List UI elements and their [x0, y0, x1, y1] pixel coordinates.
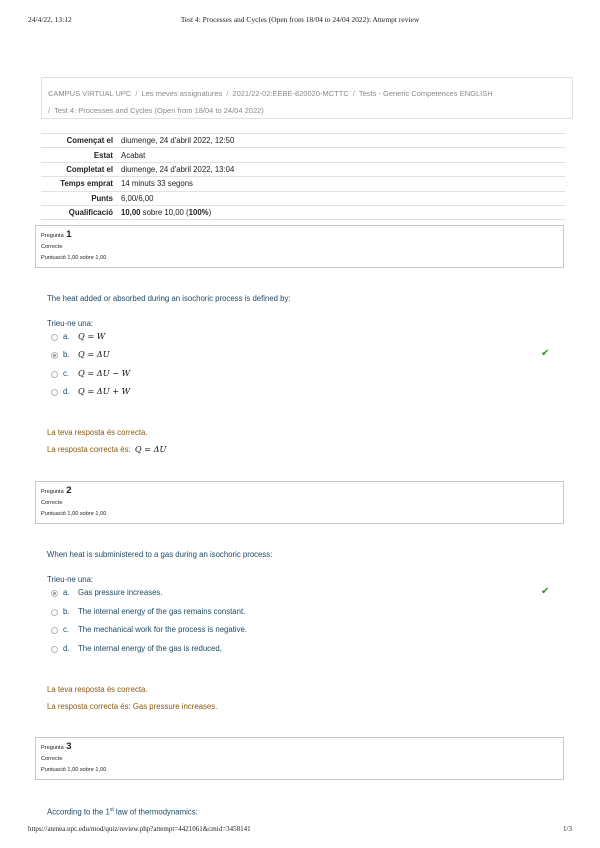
radio-button[interactable] — [51, 389, 58, 396]
question-1-info — [35, 225, 564, 268]
answer-option[interactable] — [51, 624, 551, 638]
question-grade: Puntuació 1,00 sobre 1,00 — [41, 255, 107, 261]
summary-row — [41, 134, 565, 148]
question-2-text: When heat is subministered to a gas during an isochoric process: — [47, 550, 273, 559]
question-grade: Puntuació 1,00 sobre 1,00 — [41, 511, 107, 517]
breadcrumb-separator: / — [226, 89, 229, 98]
answer-text: The internal energy of the gas is reduced, — [78, 644, 222, 653]
question-number — [41, 230, 558, 241]
answer-text: Q = W — [78, 331, 106, 341]
answer-text: Gas pressure increases. — [78, 588, 163, 597]
summary-value: diumenge, 24 d'abril 2022, 13:04 — [117, 162, 565, 176]
radio-button[interactable] — [51, 646, 58, 653]
answer-option[interactable] — [51, 349, 551, 363]
grade-out-of: sobre 10,00 ( — [140, 208, 189, 218]
grade-percent: 100% — [188, 208, 209, 218]
answer-option[interactable] — [51, 606, 551, 620]
answer-text: Q = ΔU − W — [78, 368, 131, 378]
question-3-text-after: law of thermodynamics: — [113, 807, 198, 817]
answer-letter: d. — [63, 644, 70, 653]
question-2-right-answer — [47, 702, 217, 711]
question-state: Correcte — [41, 756, 63, 762]
answer-letter: b. — [63, 607, 70, 616]
answer-letter: d. — [63, 387, 70, 396]
answer-option[interactable] — [51, 368, 551, 382]
summary-label: Completat el — [41, 162, 117, 176]
grade-score: 10,00 — [121, 208, 141, 218]
radio-button[interactable] — [51, 371, 58, 378]
print-header — [28, 15, 572, 27]
summary-label: Començat el — [41, 134, 117, 148]
question-1-prompt: Trieu-ne una: — [47, 319, 94, 328]
question-grade: Puntuació 1,00 sobre 1,00 — [41, 767, 107, 773]
question-number-value: 1 — [66, 229, 72, 240]
question-number — [41, 486, 558, 497]
print-url: https://atenea.upc.edu/mod/quiz/review.php?attempt=4421061&cmid=3458141 — [28, 825, 251, 833]
right-answer-value: Gas pressure increases. — [132, 702, 218, 711]
question-number-label: Pregunta — [41, 233, 64, 239]
answer-letter: a. — [63, 332, 70, 341]
question-3-text — [47, 807, 198, 817]
check-icon: ✔ — [541, 586, 550, 597]
answer-text: Q = ΔU — [78, 349, 110, 359]
radio-button[interactable] — [51, 627, 58, 634]
question-3-info — [35, 737, 564, 780]
print-date: 24/4/22, 13:12 — [28, 15, 72, 24]
summary-label: Punts — [41, 191, 117, 205]
question-number-label: Pregunta — [41, 489, 64, 495]
answer-letter: b. — [63, 350, 70, 359]
breadcrumb-separator: / — [48, 106, 51, 115]
answer-option[interactable] — [51, 331, 551, 345]
grade-value — [117, 205, 565, 219]
radio-button-selected[interactable] — [51, 352, 58, 359]
summary-value: Acabat — [117, 148, 565, 162]
question-1-right-answer — [47, 444, 166, 454]
answer-option[interactable] — [51, 386, 551, 400]
question-2-info — [35, 481, 564, 524]
print-title: Test 4: Processes and Cycles (Open from 18/04 to 24/04 2022): Attempt review — [180, 15, 420, 24]
right-answer-label: La resposta correcta és: — [47, 702, 131, 711]
question-state: Correcte — [41, 500, 63, 506]
answer-option[interactable] — [51, 587, 551, 601]
summary-row — [41, 177, 565, 191]
question-3-text-before: According to the 1 — [47, 807, 110, 817]
question-3-text-sup: st — [109, 807, 114, 813]
print-footer — [28, 825, 572, 837]
summary-row — [41, 148, 565, 162]
question-number-value: 2 — [66, 485, 72, 496]
answer-letter: a. — [63, 588, 70, 597]
breadcrumb-item-quiz[interactable]: Test 4: Processes and Cycles (Open from 18/04 to 24/04 2022) — [54, 106, 264, 115]
grade-label: Qualificació — [41, 205, 117, 219]
summary-label: Temps emprat — [41, 177, 117, 191]
breadcrumb-item-campus[interactable]: CAMPUS VIRTUAL UPC — [48, 89, 132, 98]
summary-value: diumenge, 24 d'abril 2022, 12:50 — [117, 134, 565, 148]
breadcrumb-item-course[interactable]: 2021/22-02:EEBE-820020-MCTTC — [232, 89, 349, 98]
summary-row-grade — [41, 205, 565, 219]
right-answer-label: La resposta correcta és: — [47, 445, 131, 454]
summary-row — [41, 191, 565, 205]
right-answer-value: Q = ΔU — [134, 444, 167, 454]
breadcrumb — [41, 77, 573, 119]
breadcrumb-item-my-courses[interactable]: Les meves assignatures — [141, 89, 223, 98]
answer-text: The internal energy of the gas remains constant. — [78, 607, 246, 616]
grade-close: ) — [208, 208, 212, 218]
radio-button-selected[interactable] — [51, 590, 58, 597]
answer-text: The mechanical work for the process is negative. — [78, 625, 248, 634]
attempt-summary-table — [41, 133, 565, 220]
answer-text: Q = ΔU + W — [78, 386, 131, 396]
answer-letter: c. — [63, 369, 70, 378]
summary-value: 14 minuts 33 segons — [117, 177, 565, 191]
answer-letter: c. — [63, 625, 70, 634]
summary-row — [41, 162, 565, 176]
answer-option[interactable] — [51, 643, 551, 657]
question-1-text: The heat added or absorbed during an isochoric process is defined by: — [47, 294, 291, 303]
question-number-value: 3 — [66, 741, 72, 752]
question-number-label: Pregunta — [41, 745, 64, 751]
question-state: Correcte — [41, 244, 63, 250]
question-2-prompt: Trieu-ne una: — [47, 575, 94, 584]
summary-label: Estat — [41, 148, 117, 162]
question-1-feedback: La teva resposta és correcta. — [47, 428, 148, 437]
breadcrumb-item-tests-section[interactable]: Tests - Generic Competences ENGLISH — [358, 89, 493, 98]
question-2-feedback: La teva resposta és correcta. — [47, 685, 148, 694]
radio-button[interactable] — [51, 609, 58, 616]
check-icon: ✔ — [541, 348, 550, 359]
breadcrumb-separator: / — [135, 89, 138, 98]
breadcrumb-separator: / — [352, 89, 355, 98]
radio-button[interactable] — [51, 334, 58, 341]
summary-value: 6,00/6,00 — [117, 191, 565, 205]
print-page-number: 1/3 — [563, 825, 572, 833]
question-number — [41, 742, 558, 753]
